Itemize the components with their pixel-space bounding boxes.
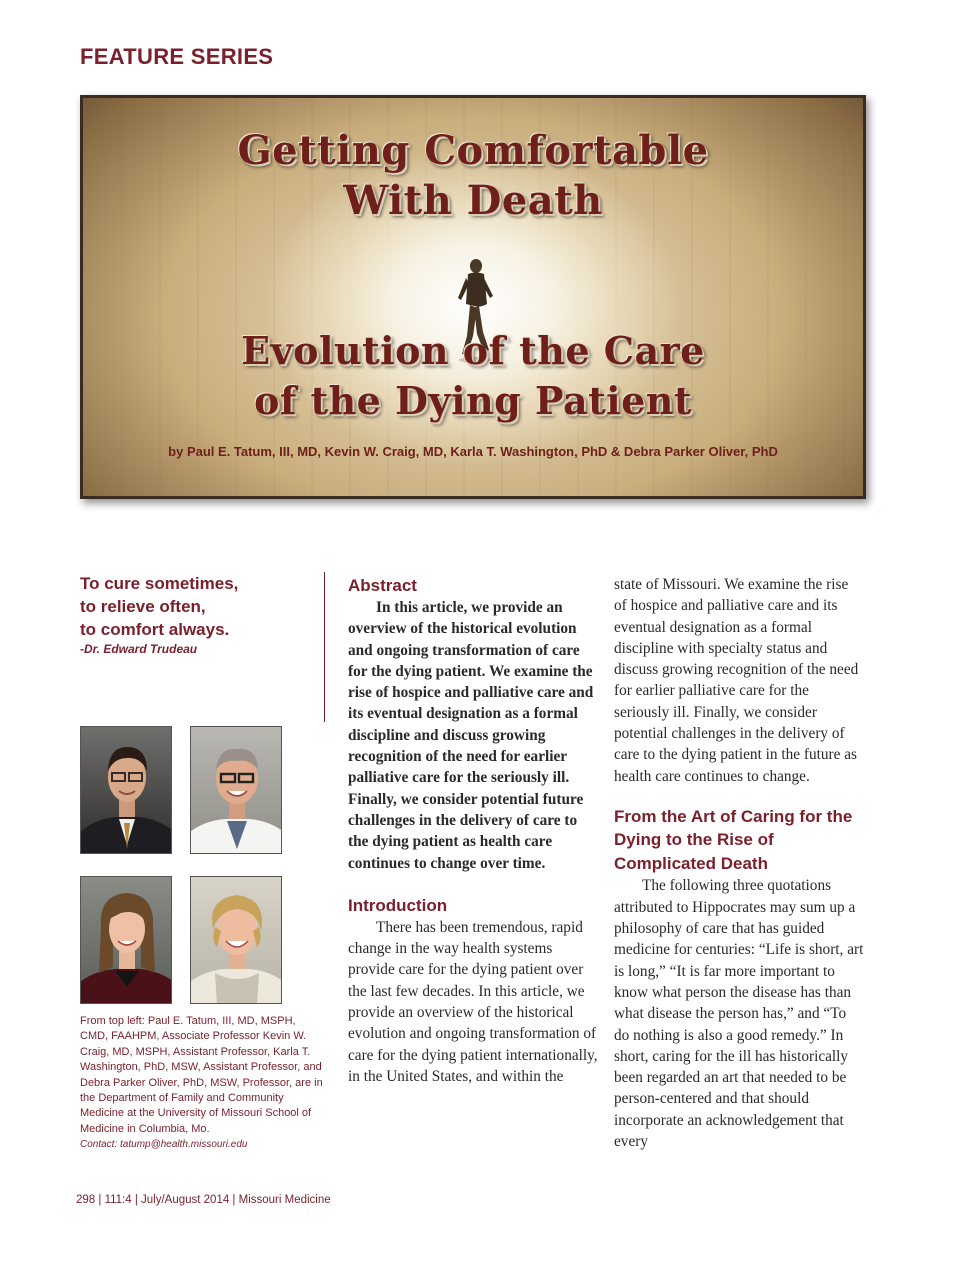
banner-subtitle-line-2: of the Dying Patient — [254, 378, 692, 423]
introduction-continuation: state of Missouri. We examine the rise of hospice and palliative care and its eventual designation as a formal discipline with specialty status and discuss growing recognition of the need for earlier palliative care for the seriously ill. Finally, we consider potential challenges in the delivery of care to the dying patient in the future as health care continues to change. — [614, 576, 859, 785]
series-label: FEATURE SERIES — [80, 44, 274, 69]
introduction-body: There has been tremendous, rapid change in the way health systems provide care for the dying patient over the last few decades. In this article, we provide an overview of the historical evolution and ongoing transformation of care for the dying patient internationally, in the United States, and within the — [348, 918, 598, 1085]
banner-title — [83, 126, 863, 226]
middle-column — [348, 574, 598, 1087]
epigraph-line: to relieve often, — [80, 597, 206, 616]
epigraph-quote — [80, 572, 310, 656]
contact-email: Contact: tatump@health.missouri.edu — [80, 1139, 248, 1151]
photo-caption — [80, 1014, 325, 1153]
introduction-heading: Introduction — [348, 895, 448, 915]
abstract-heading: Abstract — [348, 576, 417, 595]
author-photo-craig — [190, 726, 282, 854]
section-body: The following three quotations attributed to Hippocrates may sum up a philosophy of care that has guided medicine for centuries: “Life is short, art is long,” “It is far more important to know what person the disease has than what disease the person has,” and “To do nothing is also a good remedy.” In short, caring for the ill has historically been regarded an art that needed to be person-centered and that should incorporate an acknowledgement that every — [614, 877, 864, 1151]
photo-caption-text: From top left: Paul E. Tatum, III, MD, MSPH, CMD, FAAHPM, Associate Professor Kevin W. Craig, MD, MSPH, Assistant Professor, Karla T. Washington, PhD, MSW, Assistant Professor, and Debra Parker Oliver, PhD, MSW, Professor, are in the Department of Family and Community Medicine at the University of Missouri School of Medicine in Columbia, Mo. — [80, 1015, 323, 1135]
title-banner — [80, 95, 866, 499]
author-photo-tatum — [80, 726, 172, 854]
abstract-body: In this article, we provide an overview of the historical evolution and ongoing transformation of care for the dying patient. We examine the rise of hospice and palliative care and its eventual designation as a formal discipline and discuss growing recognition of the need for earlier palliative care for the seriously ill. Finally, we consider potential future challenges in the delivery of care to the dying patient as health care continues to change over time. — [348, 599, 594, 872]
right-column — [614, 574, 864, 1152]
epigraph-line: to comfort always. — [80, 620, 230, 639]
epigraph-author: -Dr. Edward Trudeau — [80, 642, 198, 656]
author-photo-oliver — [190, 876, 282, 1004]
column-divider — [324, 572, 325, 722]
author-byline: by Paul E. Tatum, III, MD, Kevin W. Craig, MD, Karla T. Washington, PhD & Debra Parker Oliver, PhD — [168, 444, 778, 459]
epigraph-line: To cure sometimes, — [80, 574, 239, 593]
banner-subtitle-line-1: Evolution of the Care — [241, 328, 705, 373]
page-footer: 298 | 111:4 | July/August 2014 | Missouri Medicine — [76, 1194, 331, 1206]
section-heading: From the Art of Caring for the Dying to the Rise of Complicated Death — [614, 806, 853, 873]
banner-title-line-2: With Death — [343, 177, 603, 224]
author-photo-washington — [80, 876, 172, 1004]
banner-title-line-1: Getting Comfortable — [237, 127, 709, 174]
banner-subtitle — [83, 326, 863, 426]
